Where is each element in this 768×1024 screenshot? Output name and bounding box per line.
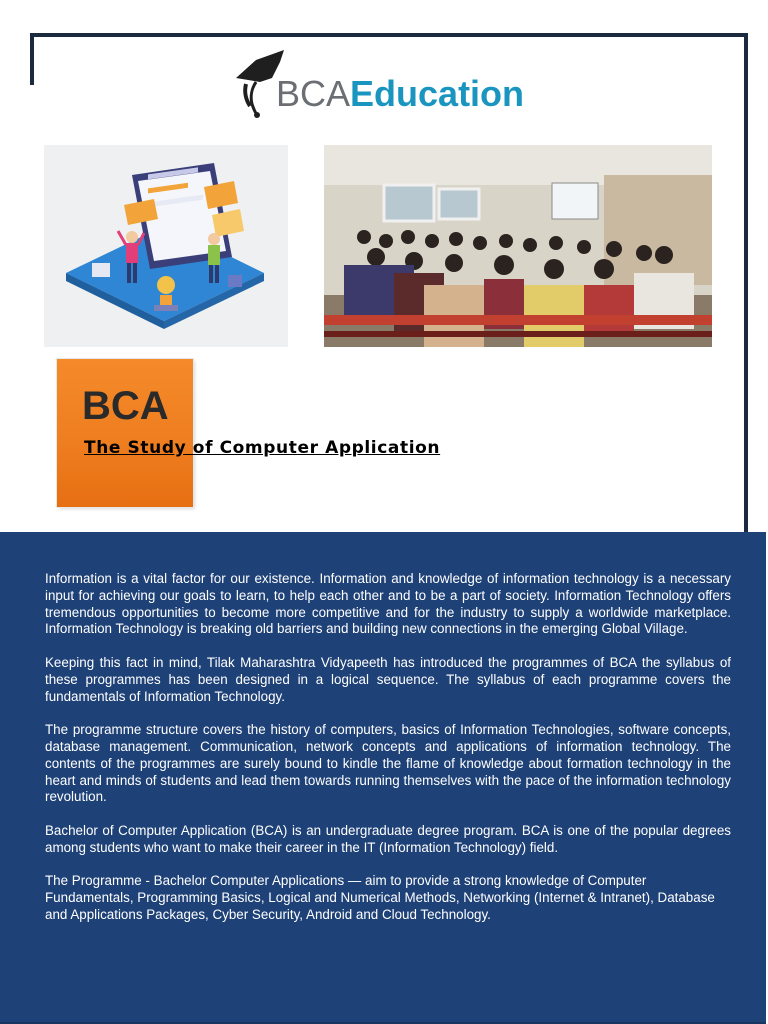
logo-text-education: Education: [350, 73, 525, 114]
paragraph-2: Keeping this fact in mind, Tilak Maharashtra Vidyapeeth has introduced the programmes of BCA the syllabus of these programmes has been designed in a logical sequence. The syllabus of each programme covers the fundamentals of Information Technology.: [45, 654, 731, 704]
logo-wordmark: [276, 74, 524, 114]
paragraph-3: The programme structure covers the history of computers, basics of Information Technologies, software concepts, database management. Communication, network concepts and applications of information technology. The contents of the programmes are surely bound to kindle the flame of knowledge about formation technology in the heart and minds of students and lead them towards running themselves with the pace of the information technology revolution.: [45, 722, 731, 805]
info-text: [45, 571, 731, 941]
bca-education-logo: [232, 48, 552, 120]
frame-top-line: [30, 33, 748, 37]
classroom-photo: [324, 145, 712, 347]
paragraph-4: Bachelor of Computer Application (BCA) is an undergraduate degree program. BCA is one of the popular degrees among students who want to make their career in the IT (Information Technology) field.: [45, 822, 731, 855]
frame-left-line: [30, 33, 34, 85]
bca-badge: [57, 359, 193, 507]
frame-right-line: [744, 33, 748, 533]
computer-illustration: [44, 145, 288, 347]
bca-badge-label: BCA: [82, 384, 169, 428]
paragraph-1: Information is a vital factor for our existence. Information and knowledge of information technology is a necessary input for achieving our goals to learn, to help each other and to be a part of society. Information Technology offers tremendous opportunities to become more competitive and for the industry to supply a worldwide marketplace. Information Technology is breaking old barriers and building new connections in the emerging Global Village.: [45, 571, 731, 637]
paragraph-5: The Programme - Bachelor Computer Applications — aim to provide a strong knowledge of Computer Fundamentals, Programming Basics, Logical and Numerical Methods, Networking (Internet & Intranet), Database and Applications Packages, Cyber Security, Android and Cloud Technology.: [45, 873, 715, 922]
logo-text-bca: BCA: [276, 73, 351, 114]
page-subtitle: The Study of Computer Application: [84, 438, 441, 458]
